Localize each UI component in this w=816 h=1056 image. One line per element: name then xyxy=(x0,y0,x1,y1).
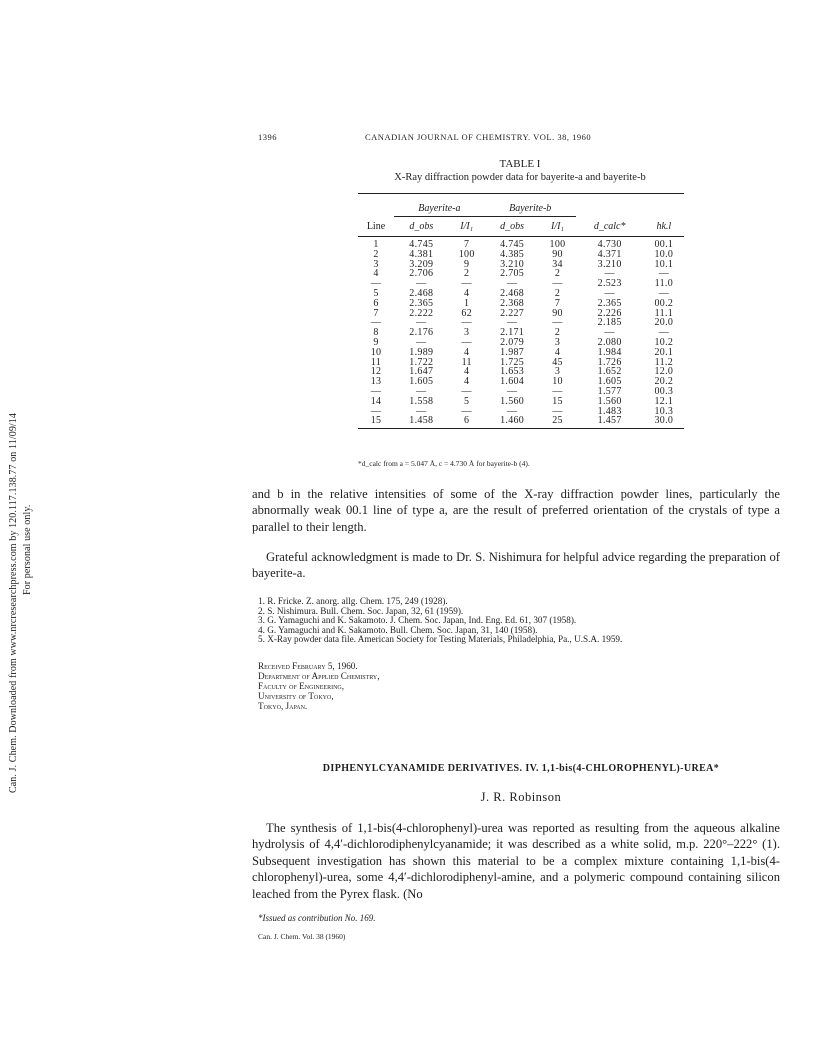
cell-ii-b: 3 xyxy=(554,336,561,348)
cell-dcalc: — xyxy=(604,287,615,299)
cell-hkl: 30.0 xyxy=(654,415,674,427)
cell-dcalc: 2.365 xyxy=(597,297,622,309)
cell-ii-a: 2 xyxy=(464,268,470,280)
table-subtitle: X-Ray diffraction powder data for bayerite-a and bayerite-b xyxy=(394,172,646,183)
affiliation-block xyxy=(258,661,380,711)
cell-hkl: — xyxy=(658,327,669,339)
cell-dcalc: 2.226 xyxy=(597,307,622,319)
cell-ii-a: — xyxy=(461,278,472,290)
cell-ii-a: 6 xyxy=(464,415,470,427)
cell-ii-b: 45 xyxy=(552,356,563,368)
cell-dobs-b: 1.653 xyxy=(500,366,525,378)
cell-dcalc: 1.457 xyxy=(597,415,622,427)
cell-ii-b: 7 xyxy=(554,297,561,309)
cell-line: 14 xyxy=(370,395,382,407)
city: Tokyo, Japan. xyxy=(258,701,308,711)
cell-dobs-b: 1.987 xyxy=(500,346,525,358)
cell-dobs-a: 1.605 xyxy=(409,376,434,388)
cell-dcalc: 1.560 xyxy=(597,395,622,407)
cell-ii-a: 100 xyxy=(458,248,475,260)
col-header-dobs-b: d_obs xyxy=(500,221,525,232)
cell-line: — xyxy=(370,278,382,290)
cell-ii-b: 90 xyxy=(552,248,563,260)
cell-ii-a: — xyxy=(461,317,472,329)
col-header-dobs-a: d_obs xyxy=(409,221,434,232)
faculty: Faculty of Engineering, xyxy=(258,681,345,691)
reference-item: 5. X-Ray powder data file. American Society for Testing Materials, Philadelphia, Pa., U.S.A. 1959. xyxy=(258,634,623,645)
cell-ii-a: — xyxy=(461,405,472,417)
cell-ii-b: 3 xyxy=(554,366,561,378)
cell-hkl: 20.1 xyxy=(654,346,674,358)
cell-ii-a: — xyxy=(461,385,472,397)
cell-dobs-a: 1.647 xyxy=(409,366,434,378)
cell-dobs-b: — xyxy=(506,405,518,417)
cell-ii-b: 15 xyxy=(552,395,563,407)
cell-line: 5 xyxy=(373,287,379,299)
cell-line: 3 xyxy=(373,258,379,270)
cell-ii-b: — xyxy=(552,405,563,417)
cell-line: — xyxy=(370,385,382,397)
cell-line: 12 xyxy=(370,366,382,378)
cell-hkl: 00.1 xyxy=(654,239,674,250)
cell-line: 2 xyxy=(373,248,379,260)
cell-dobs-a: — xyxy=(416,385,427,397)
cell-ii-a: 7 xyxy=(464,239,470,250)
cell-hkl: 20.0 xyxy=(654,317,674,329)
cell-hkl: 11.2 xyxy=(654,356,674,368)
journal-citation: Can. J. Chem. Vol. 38 (1960) xyxy=(258,932,346,941)
reference-list xyxy=(258,597,788,645)
cell-dcalc: 4.371 xyxy=(597,248,622,260)
cell-dobs-a: 1.558 xyxy=(409,395,434,407)
cell-hkl: 20.2 xyxy=(654,376,674,388)
cell-line: 9 xyxy=(373,336,379,348)
group-header-b: Bayerite-b xyxy=(485,194,576,217)
cell-hkl: 12.1 xyxy=(654,395,674,407)
diffraction-table xyxy=(358,193,684,429)
table-row xyxy=(358,416,684,428)
cell-dcalc: — xyxy=(604,327,615,339)
cell-dobs-a: 2.222 xyxy=(409,307,434,319)
cell-ii-b: — xyxy=(552,385,563,397)
cell-ii-b: 100 xyxy=(549,239,566,250)
cell-dobs-b: 4.745 xyxy=(500,239,525,250)
cell-dobs-b: — xyxy=(506,385,518,397)
cell-line: 4 xyxy=(373,268,379,280)
cell-hkl: — xyxy=(658,268,669,280)
cell-dobs-a: — xyxy=(416,405,427,417)
cell-hkl: 11.1 xyxy=(654,307,674,319)
table-row xyxy=(358,309,684,319)
col-header-line: Line xyxy=(366,220,386,232)
cell-ii-b: 2 xyxy=(554,327,561,339)
cell-dobs-b: 1.725 xyxy=(500,356,525,368)
cell-ii-a: 11 xyxy=(461,356,472,368)
group-header-a: Bayerite-a xyxy=(394,194,485,217)
cell-ii-b: 25 xyxy=(552,415,563,427)
cell-dobs-a: 1.458 xyxy=(409,415,434,427)
cell-dcalc: 1.652 xyxy=(597,366,622,378)
cell-ii-a: 3 xyxy=(464,327,470,339)
cell-dobs-a: 4.745 xyxy=(409,239,434,250)
cell-ii-b: — xyxy=(552,317,563,329)
personal-use-watermark: For personal use only. xyxy=(22,504,33,595)
col-header-ii-a: I/I₁ xyxy=(460,221,474,232)
cell-ii-a: 4 xyxy=(464,376,470,388)
cell-dobs-b: 2.171 xyxy=(500,327,525,339)
cell-line: 10 xyxy=(370,346,382,358)
university: University of Tokyo, xyxy=(258,691,334,701)
cell-ii-a: 4 xyxy=(464,287,470,299)
cell-dobs-a: — xyxy=(416,278,427,290)
table-title: TABLE I xyxy=(499,158,541,170)
cell-ii-a: — xyxy=(461,336,472,348)
col-header-dcalc: d_calc* xyxy=(593,220,626,232)
data-table-wrapper xyxy=(358,193,684,429)
department: Department of Applied Chemistry, xyxy=(258,671,380,681)
cell-dcalc: 2.185 xyxy=(597,317,622,329)
cell-ii-a: 5 xyxy=(464,395,470,407)
cell-ii-a: 1 xyxy=(464,297,470,309)
reference-item: 3. G. Yamaguchi and K. Sakamoto. J. Chem. Soc. Japan, Ind. Eng. Ed. 61, 307 (1958). xyxy=(258,615,577,626)
cell-ii-b: 90 xyxy=(552,307,563,319)
col-header-hkl: hk.l xyxy=(656,220,672,232)
cell-dobs-a: 3.209 xyxy=(409,258,434,270)
cell-dobs-b: 1.560 xyxy=(500,395,525,407)
cell-dobs-a: 1.722 xyxy=(409,356,434,368)
cell-dobs-a: 2.365 xyxy=(409,297,434,309)
cell-hkl: 10.0 xyxy=(654,248,674,260)
cell-hkl: 10.3 xyxy=(654,405,674,417)
table-row xyxy=(358,397,684,407)
cell-ii-b: 10 xyxy=(552,376,563,388)
cell-dobs-b: 2.079 xyxy=(500,336,525,348)
cell-ii-a: 4 xyxy=(464,346,470,358)
cell-ii-b: 4 xyxy=(554,346,561,358)
cell-hkl: 10.1 xyxy=(654,258,674,270)
cell-dobs-b: 2.227 xyxy=(500,307,525,319)
cell-dcalc: 1.483 xyxy=(597,405,622,417)
cell-hkl: 11.0 xyxy=(654,278,674,290)
cell-dobs-b: — xyxy=(506,317,518,329)
cell-ii-b: — xyxy=(552,278,563,290)
table-row xyxy=(358,269,684,279)
cell-dobs-a: 1.989 xyxy=(409,346,434,358)
cell-dobs-b: 2.705 xyxy=(500,268,525,280)
reference-item: 4. G. Yamaguchi and K. Sakamoto. Bull. Chem. Soc. Japan, 31, 140 (1958). xyxy=(258,624,538,635)
cell-hkl: 10.2 xyxy=(654,336,674,348)
cell-dobs-b: 3.210 xyxy=(500,258,525,270)
cell-hkl: 00.3 xyxy=(654,385,674,397)
cell-dobs-a: — xyxy=(416,336,427,348)
cell-line: 15 xyxy=(370,415,382,427)
cell-dcalc: 2.523 xyxy=(597,278,622,290)
article-paragraph-1: The synthesis of 1,1-bis(4-chlorophenyl)-urea was reported as resulting from the aqueous alkaline hydrolysis of 4,4′-dichlorodiphenylcyanamide; it was described as a white solid, m.p. 220°–222° (1). Subsequent investigation has shown this material to be a complex mixture containing 1,1-bis(4-chlorophenyl)-urea, some 4,4′-dichlorodiphenyl-amine, and a polymeric compound containing silicon leached from the Pyrex flask. (No xyxy=(252,821,780,901)
cell-line: — xyxy=(370,405,382,417)
cell-ii-b: 2 xyxy=(554,268,561,280)
cell-dobs-a: 2.468 xyxy=(409,287,434,299)
table-row xyxy=(358,237,684,250)
cell-ii-a: 9 xyxy=(464,258,470,270)
cell-dcalc: 1.605 xyxy=(597,376,622,388)
cell-dcalc: — xyxy=(604,268,615,280)
cell-dobs-b: 2.468 xyxy=(500,287,525,299)
page-number: 1396 xyxy=(258,132,277,142)
cell-dobs-a: 2.176 xyxy=(409,327,434,339)
cell-line: — xyxy=(370,317,382,329)
cell-dobs-b: 1.604 xyxy=(500,376,525,388)
cell-hkl: — xyxy=(658,287,669,299)
cell-line: 1 xyxy=(373,239,379,250)
acknowledgment-paragraph: Grateful acknowledgment is made to Dr. S. Nishimura for helpful advice regarding the preparation of bayerite-a. xyxy=(252,550,780,581)
download-watermark: Can. J. Chem. Downloaded from www.nrcresearchpress.com by 120.117.138.77 on 11/09/14 xyxy=(8,413,19,793)
cell-dcalc: 1.984 xyxy=(597,346,622,358)
cell-dcalc: 1.577 xyxy=(597,385,622,397)
cell-dobs-b: — xyxy=(506,278,518,290)
cell-dcalc: 4.730 xyxy=(597,239,622,250)
cell-ii-b: 34 xyxy=(552,258,563,270)
reference-item: 2. S. Nishimura. Bull. Chem. Soc. Japan, 32, 61 (1959). xyxy=(258,605,464,616)
cell-hkl: 00.2 xyxy=(654,297,674,309)
cell-ii-a: 62 xyxy=(461,307,472,319)
table-row xyxy=(358,377,684,387)
cell-line: 7 xyxy=(373,307,379,319)
table-caption xyxy=(365,158,675,183)
table-footnote: *d_calc from a = 5.047 Å, c = 4.730 Å for bayerite-b (4). xyxy=(358,459,530,468)
body-paragraph-1: and b in the relative intensities of some of the X-ray diffraction powder lines, particularly the abnormally weak 00.1 line of type a, are the result of preferred orientation of the crystals of type a parallel to their length. xyxy=(252,487,780,534)
article-footnote: *Issued as contribution No. 169. xyxy=(258,913,376,923)
col-header-ii-b: I/I₁ xyxy=(551,221,564,232)
table-body xyxy=(358,237,684,429)
cell-dcalc: 3.210 xyxy=(597,258,622,270)
article-author: J. R. Robinson xyxy=(480,790,562,804)
cell-dcalc: 1.726 xyxy=(597,356,622,368)
cell-line: 13 xyxy=(370,376,382,388)
cell-dobs-b: 1.460 xyxy=(500,415,525,427)
cell-dobs-b: 4.385 xyxy=(500,248,525,260)
article-title: DIPHENYLCYANAMIDE DERIVATIVES. IV. 1,1-bis(4-CHLOROPHENYL)-UREA* xyxy=(322,763,720,774)
cell-line: 11 xyxy=(370,356,382,368)
cell-dobs-a: — xyxy=(416,317,427,329)
cell-hkl: 12.0 xyxy=(654,366,674,378)
journal-title: CANADIAN JOURNAL OF CHEMISTRY. VOL. 38, 1960 xyxy=(365,132,592,142)
cell-dobs-a: 2.706 xyxy=(409,268,434,280)
cell-dobs-b: 2.368 xyxy=(500,297,525,309)
cell-line: 8 xyxy=(373,327,379,339)
cell-line: 6 xyxy=(373,297,379,309)
cell-ii-a: 4 xyxy=(464,366,470,378)
cell-dobs-a: 4.381 xyxy=(409,248,434,260)
received-date: Received February 5, 1960. xyxy=(258,661,358,671)
cell-dcalc: 2.080 xyxy=(597,336,622,348)
reference-item: 1. R. Fricke. Z. anorg. allg. Chem. 175, 249 (1928). xyxy=(258,596,448,606)
cell-ii-b: 2 xyxy=(554,287,561,299)
